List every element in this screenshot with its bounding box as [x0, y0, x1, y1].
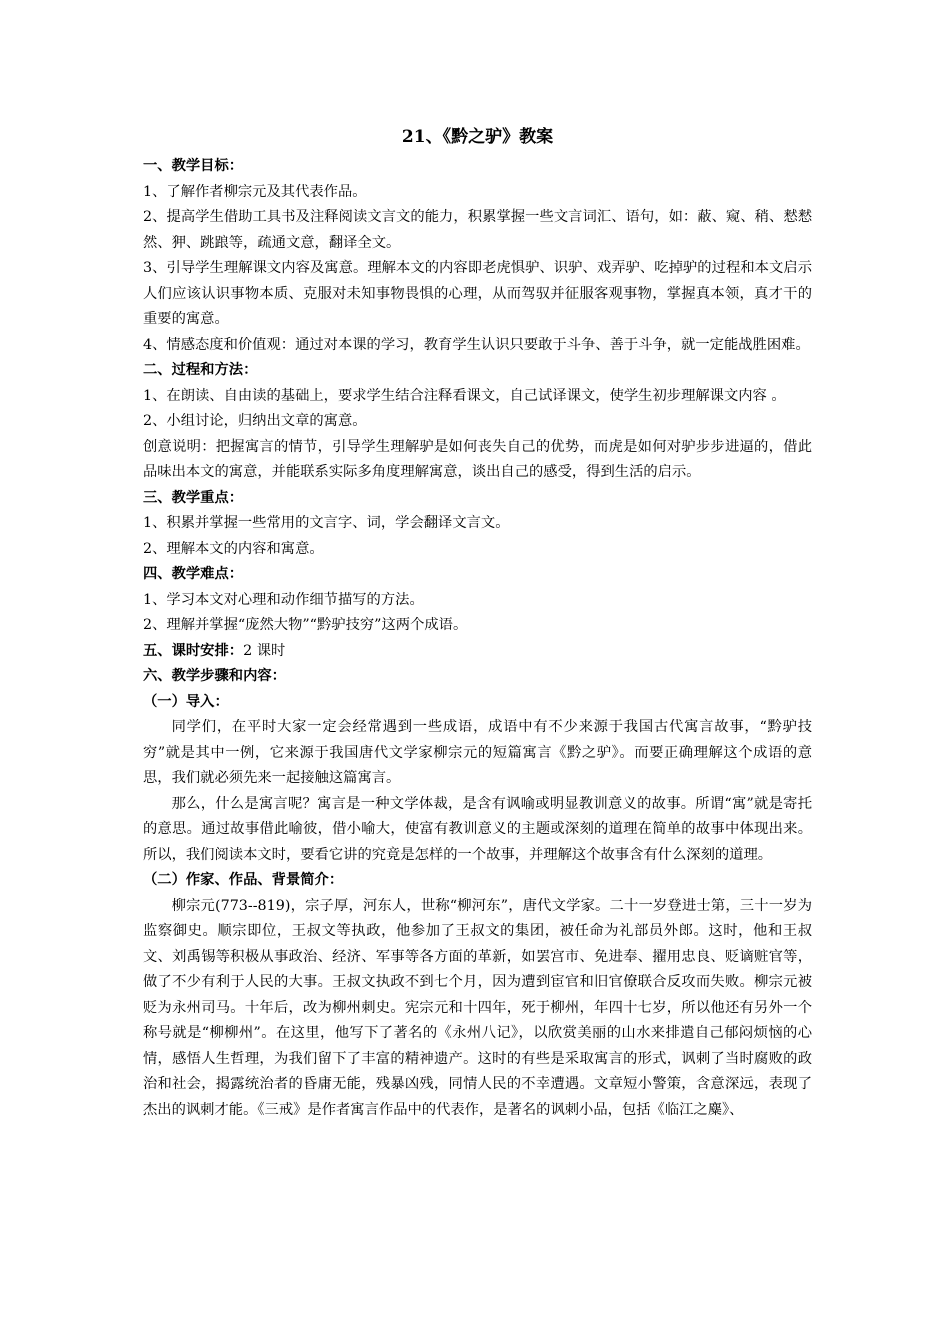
section-heading-difficulties: 四、教学难点：	[143, 566, 244, 582]
process-note: 创意说明：把握寓言的情节，引导学生理解驴是如何丧失自己的优势，而虎是如何对驴步步进逼的，借此品味出本文的寓意，并能联系实际多角度理解寓意，谈出自己的感受，得到生活的启示。	[143, 438, 812, 480]
subsection-heading-author: （二）作家、作品、背景简介：	[143, 872, 344, 888]
intro-paragraph: 那么，什么是寓言呢？寓言是一种文学体裁，是含有讽喻或明显教训意义的故事。所谓“寓”就是寄托的意思。通过故事借此喻彼，借小喻大，使富有教训意义的主题或深刻的道理在简单的故事中体现出来。所以，我们阅读本文时，要看它讲的究竟是怎样的一个故事，并理解这个故事含有什么深刻的道理。	[143, 795, 812, 863]
schedule-line	[143, 639, 812, 665]
process-item: 2、小组讨论，归纳出文章的寓意。	[143, 413, 367, 429]
intro-paragraph: 同学们，在平时大家一定会经常遇到一些成语，成语中有不少来源于我国古代寓言故事，“黔驴技穷”就是其中一例，它来源于我国唐代文学家柳宗元的短篇寓言《黔之驴》。而要正确理解这个成语的意思，我们就必须先来一起接触这篇寓言。	[143, 719, 812, 786]
difficulty-item: 2、理解并掌握“庞然大物”“黔驴技穷”这两个成语。	[143, 617, 468, 633]
document-title: 21、《黔之驴》教案	[401, 127, 554, 147]
key-point-item: 2、理解本文的内容和寓意。	[143, 540, 324, 557]
section-heading-steps: 六、教学步骤和内容：	[143, 668, 286, 684]
section-heading-key-points: 三、教学重点：	[143, 489, 244, 506]
key-point-item: 1、积累并掌握一些常用的文言字、词，学会翻译文言文。	[143, 515, 510, 531]
schedule-value: 2 课时	[243, 642, 286, 659]
author-paragraph: 柳宗元(773--819)，宗子厚，河东人，世称“柳河东”，唐代文学家。二十一岁登进士第，三十一岁为监察御史。顺宗即位，王叔文等执政，他参加了王叔文的集团，被任命为礼部员外郎。这时，他和王叔文、刘禹锡等积极从事政治、经济、军事等各方面的革新，如罢宫市、免进奉、擢用忠良、贬谪赃官等，做了不少有利于人民的大事。王叔文执政不到七个月，因为遭到宦官和旧官僚联合反攻而失败。柳宗元被贬为永州司马。十年后，改为柳州刺史。宪宗元和十四年，死于柳州，年四十七岁，所以他还有另外一个称号就是“柳柳州”。在这里，他写下了著名的《永州八记》，以欣赏美丽的山水来排遣自己郁闷烦恼的心情，感悟人生哲理，为我们留下了丰富的精神遗产。这时的有些是采取寓言的形式，讽刺了当时腐败的政治和社会，揭露统治者的昏庸无能，残暴凶残，同情人民的不幸遭遇。文章短小警策，含意深远，表现了杰出的讽刺才能。《三戒》是作者寓言作品中的代表作，是著名的讽刺小品，包括《临江之麋》、	[143, 897, 812, 1118]
section-heading-objectives: 一、教学目标：	[143, 158, 244, 174]
objective-item: 4、情感态度和价值观：通过对本课的学习，教育学生认识只要敢于斗争、善于斗争，就一定能战胜困难。	[143, 336, 810, 353]
subsection-heading-intro: （一）导入：	[143, 693, 229, 710]
section-heading-schedule: 五、课时安排：	[143, 642, 244, 659]
objective-item: 2、提高学生借助工具书及注释阅读文言文的能力，积累掌握一些文言词汇、语句，如：蔽、窥、稍、慭慭然、狎、跳踉等，疏通文意，翻译全文。	[143, 209, 812, 251]
objective-item: 1、了解作者柳宗元及其代表作品。	[143, 183, 367, 200]
process-item: 1、在朗读、自由读的基础上，要求学生结合注释看课文，自己试译课文，使学生初步理解课文内容 。	[143, 387, 786, 404]
difficulty-item: 1、学习本文对心理和动作细节描写的方法。	[143, 591, 424, 608]
section-heading-process: 二、过程和方法：	[143, 362, 258, 378]
objective-item: 3、引导学生理解课文内容及寓意。理解本文的内容即老虎惧驴、识驴、戏弄驴、吃掉驴的过程和本文启示人们应该认识事物本质、克服对未知事物畏惧的心理，从而驾驭并征服客观事物，掌握真本领，真才干的重要的寓意。	[143, 260, 812, 327]
